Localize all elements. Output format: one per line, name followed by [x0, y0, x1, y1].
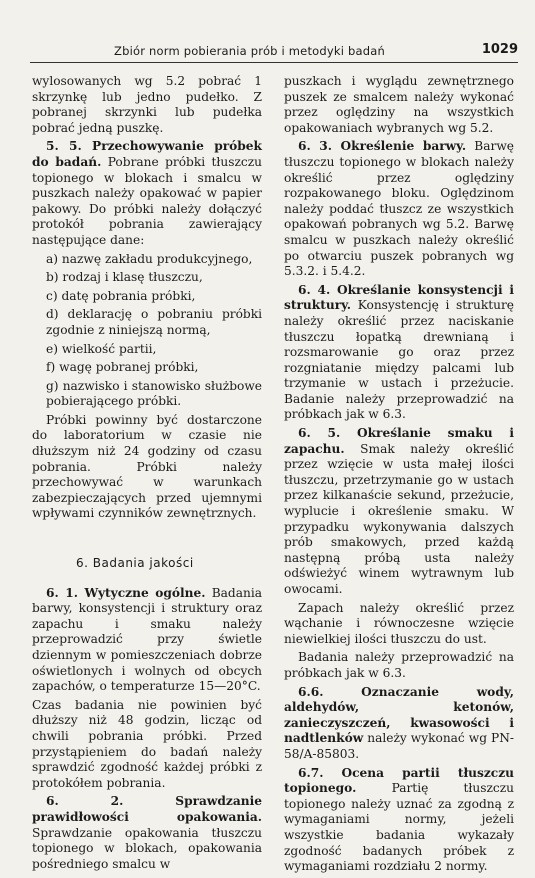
- page-number: 1029: [481, 42, 518, 57]
- header-title: Zbiór norm pobierania prób i metodyki badań: [114, 44, 386, 58]
- paragraph-evaluation: [284, 766, 514, 875]
- list-item: b) rodzaj i klasę tłuszczu,: [46, 270, 203, 285]
- subsection-heading: 6.7. Ocena partii tłuszczu topionego.: [284, 765, 514, 796]
- paragraph-color: [284, 139, 514, 279]
- paragraph: Zapach należy określić przez wąchanie i równoczesne wzięcie niewielkiej ilości tłuszczu do ust.: [284, 600, 514, 646]
- paragraph-general: [32, 586, 262, 695]
- subsection-heading: 6. 3. Określenie barwy.: [298, 139, 467, 154]
- section-heading: 6. Badania jakości: [76, 556, 194, 571]
- subsection-heading: 5. 5. Przechowywanie próbek do badań.: [32, 139, 262, 169]
- paragraph-storage: [32, 139, 262, 248]
- subsection-heading: 6.6. Oznaczanie wody, aldehydów, ketonów, zanieczyszczeń, kwasowości i nadtlenków: [284, 684, 514, 746]
- paragraph-water: [284, 685, 514, 763]
- list-item: a) nazwę zakładu produkcyjnego,: [46, 251, 253, 266]
- subsection-heading: 6. 1. Wytyczne ogólne.: [46, 585, 206, 600]
- list-item: g) nazwisko i stanowisko służbowe pobierającego próbki.: [46, 378, 262, 409]
- subsection-heading: 6. 5. Określanie smaku i zapachu.: [284, 426, 514, 456]
- paragraph: Próbki powinny być dostarczone do laboratorium w czasie nie dłuższym niż 24 godziny od czasu pobrania. Próbki należy przechowywać w warunkach zabezpieczających przed ujemnymi wpływami czynników zewnętrznych.: [32, 412, 262, 521]
- paragraph: wylosowanych wg 5.2 pobrać 1 skrzynkę lub jedno pudełko. Z pobranej skrzynki lub pudełka pobrać jedną puszkę.: [32, 74, 262, 135]
- paragraph-text: Konsystencję i strukturę należy określić przez naciskanie tłuszczu łopatką drewnianą i rozsmarowanie go oraz przez rozgniatanie między palcami lub trzymanie w ustach i przeżucie. Badanie należy przeprowadzić na próbkach jak w 6.3.: [284, 298, 515, 422]
- paragraph-taste: [284, 426, 514, 598]
- paragraph-packaging: [32, 794, 262, 872]
- subsection-heading: 6. 4. Określanie konsystencji i struktury.: [284, 282, 514, 313]
- paragraph-text: Barwę tłuszczu topionego w blokach należy określić przez oględziny rozpakowanego bloku. Oględzinom należy poddać tłuszcz ze wszystkich opakowań pobranych wg 5.2. Barwę smalcu w puszkach należy określić po otwarciu puszek pobranych wg 5.3.2. i 5.4.2.: [284, 139, 514, 279]
- paragraph-text: Partię tłuszczu topionego należy uznać za zgodną z wymaganiami normy, jeżeli wszystkie badania wykazały zgodność badanych próbek z wymaganiami rozdziału 2 normy.: [284, 781, 514, 874]
- paragraph-text: Badania barwy, konsystencji i struktury oraz zapachu i smaku należy przeprowadzić przy świetle dziennym w pomieszczeniach dobrze oświetlonych i wolnych od obcych zapachów, o temperaturze 15—20°C.: [32, 585, 262, 694]
- paragraph: puszkach i wyglądu zewnętrznego puszek ze smalcem należy wykonać przez oględziny na wszystkich opakowaniach wybranych wg 5.2.: [284, 74, 514, 135]
- running-header: [30, 42, 518, 63]
- subsection-heading: 6. 2. Sprawdzanie prawidłowości opakowania.: [32, 794, 262, 824]
- left-column: [32, 74, 262, 875]
- list-item: d) deklarację o pobraniu próbki zgodnie z niniejszą normą,: [46, 307, 262, 337]
- paragraph-text: należy wykonać wg PN-58/A-85803.: [284, 731, 514, 761]
- right-column: [284, 74, 514, 878]
- list-item: f) wagę pobranej próbki,: [46, 360, 199, 375]
- paragraph-text: Sprawdzanie opakowania tłuszczu topionego w blokach, opakowania pośredniego smalcu w: [32, 825, 262, 871]
- paragraph-text: Smak należy określić przez wzięcie w usta małej ilości tłuszczu, przetrzymanie go w ustach przez kilkanaście sekund, przeżucie, wyplucie i określenie smaku. W przypadku wykonywania dalszych prób smakowych, przed każdą następną próbą usta należy odświeżyć winem wytrawnym lub owocami.: [284, 441, 514, 596]
- list-item: c) datę pobrania próbki,: [46, 288, 196, 303]
- list-item: e) wielkość partii,: [46, 341, 157, 356]
- paragraph: Czas badania nie powinien być dłuższy niż 48 godzin, licząc od chwili pobrania próbki. Przed przystąpieniem do badań należy sprawdzić zgodność każdej próbki z protokółem pobrania.: [32, 697, 262, 790]
- paragraph: Badania należy przeprowadzić na próbkach jak w 6.3.: [284, 650, 514, 680]
- paragraph-consistency: [284, 283, 514, 423]
- paragraph-text: Pobrane próbki tłuszczu topionego w blokach i smalcu w puszkach należy opakować w papier pakowy. Do próbki należy dołączyć protokół pobrania zawierający następujące dane:: [32, 154, 262, 247]
